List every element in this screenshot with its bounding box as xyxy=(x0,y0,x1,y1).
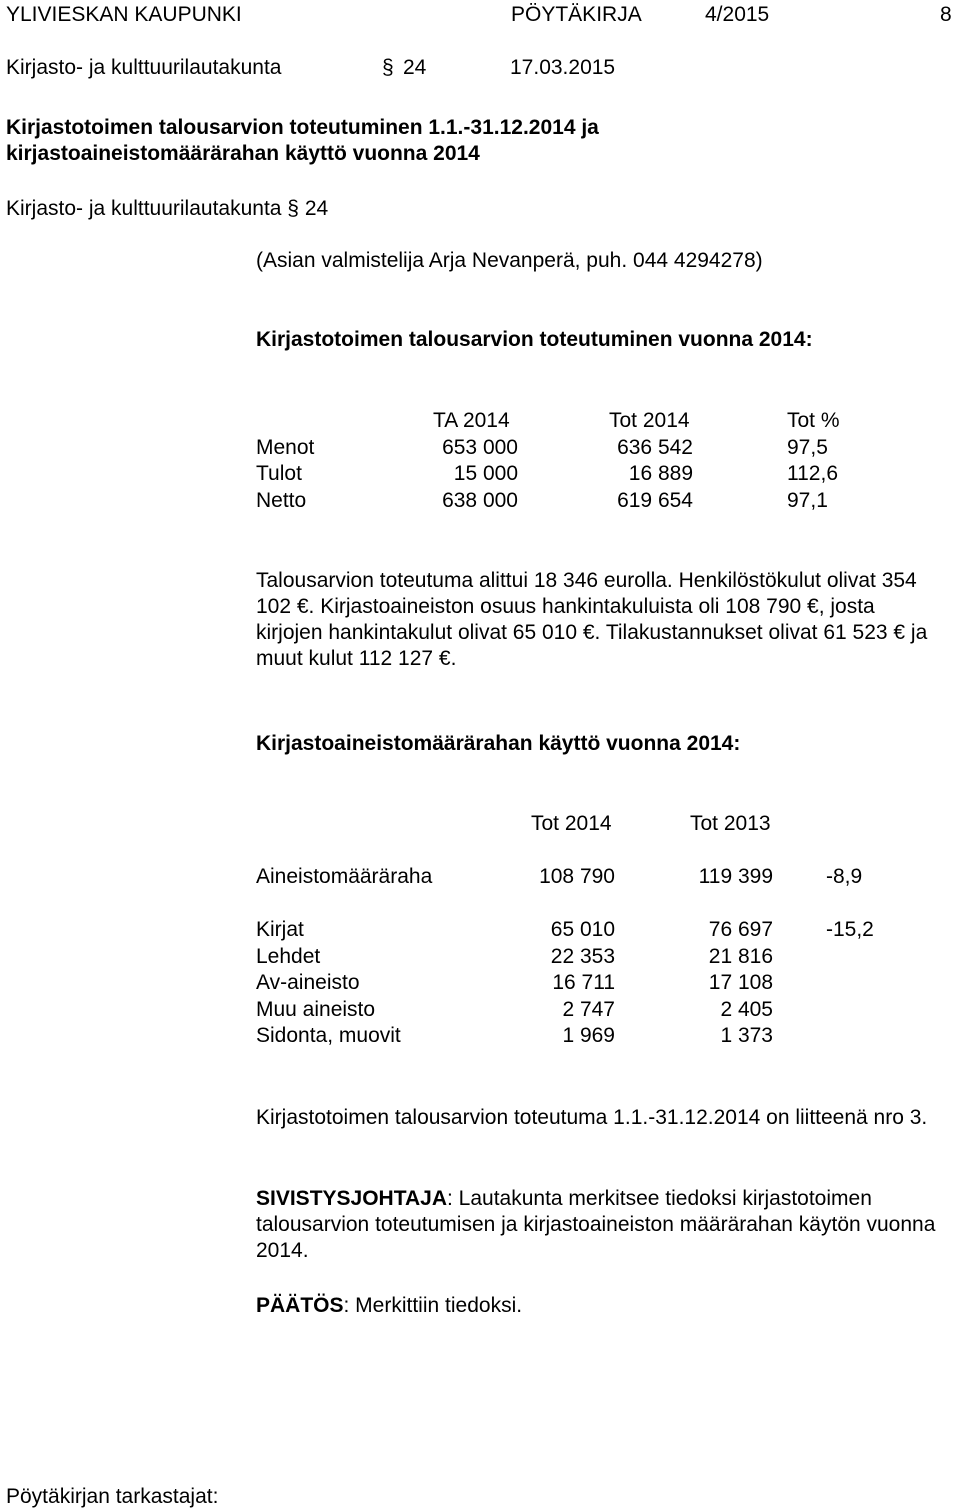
materials-column-header: Tot 2014 xyxy=(531,812,612,835)
cell-tot-2013: 76 697 xyxy=(708,918,773,941)
cell-ta-2014: 638 000 xyxy=(442,489,518,512)
cell-tot-2014: 16 889 xyxy=(628,462,693,485)
cell-tot-2013: 2 405 xyxy=(720,998,773,1021)
cell-change: -8,9 xyxy=(826,865,863,888)
budget-column-header: TA 2014 xyxy=(433,409,510,432)
proposal-text: : Lautakunta merkitsee tiedoksi kirjastotoimen talousarvion toteutumisen ja kirjastoaineiston määrärahan käytön vuonna 2014. xyxy=(256,1187,936,1262)
proposal-paragraph xyxy=(256,1186,946,1264)
decision-label: PÄÄTÖS xyxy=(256,1294,344,1317)
cell-tot-2014: 22 353 xyxy=(550,945,615,968)
preparer-info: (Asian valmistelija Arja Nevanperä, puh. 044 4294278) xyxy=(256,249,763,272)
cell-tot-2014: 636 542 xyxy=(617,436,693,459)
cell-tot-2014: 1 969 xyxy=(562,1024,615,1047)
materials-heading: Kirjastoaineistomäärärahan käyttö vuonna 2014: xyxy=(256,732,741,755)
cell-tot-pct: 97,5 xyxy=(787,436,828,459)
budget-column-header: Tot 2014 xyxy=(609,409,690,432)
document-number: 4/2015 xyxy=(705,3,770,26)
section-title-line-2: kirjastoaineistomäärärahan käyttö vuonna 2014 xyxy=(6,142,480,165)
page-number: 8 xyxy=(940,3,952,26)
cell-tot-2014: 619 654 xyxy=(617,489,693,512)
reviewers-label: Pöytäkirjan tarkastajat: xyxy=(6,1485,219,1508)
row-label: Av-aineisto xyxy=(256,971,360,994)
cell-tot-2013: 21 816 xyxy=(708,945,773,968)
cell-tot-2014: 65 010 xyxy=(550,918,615,941)
organization-name: YLIVIESKAN KAUPUNKI xyxy=(6,3,242,26)
row-label: Netto xyxy=(256,489,307,512)
row-label: Sidonta, muovit xyxy=(256,1024,401,1047)
budget-heading: Kirjastotoimen talousarvion toteutuminen vuonna 2014: xyxy=(256,328,813,351)
board-name: Kirjasto- ja kulttuurilautakunta xyxy=(6,56,282,79)
cell-tot-2013: 1 373 xyxy=(720,1024,773,1047)
attachment-note: Kirjastotoimen talousarvion toteutuma 1.1.-31.12.2014 on liitteenä nro 3. xyxy=(256,1106,928,1129)
proposal-label: SIVISTYSJOHTAJA xyxy=(256,1187,447,1210)
cell-tot-2013: 119 399 xyxy=(698,865,773,888)
cell-change: -15,2 xyxy=(826,918,874,941)
cell-tot-2014: 2 747 xyxy=(562,998,615,1021)
row-label: Aineistomääräraha xyxy=(256,865,433,888)
budget-column-header: Tot % xyxy=(787,409,840,432)
decision-paragraph xyxy=(256,1293,946,1319)
cell-tot-pct: 112,6 xyxy=(787,462,838,485)
cell-tot-2014: 108 790 xyxy=(539,865,615,888)
board-reference: Kirjasto- ja kulttuurilautakunta § 24 xyxy=(6,197,329,220)
section-symbol: § xyxy=(382,56,394,79)
cell-ta-2014: 653 000 xyxy=(442,436,518,459)
materials-column-header: Tot 2013 xyxy=(690,812,771,835)
cell-tot-2014: 16 711 xyxy=(552,971,615,994)
row-label: Tulot xyxy=(256,462,302,485)
cell-tot-2013: 17 108 xyxy=(708,971,773,994)
cell-ta-2014: 15 000 xyxy=(453,462,518,485)
decision-text: : Merkittiin tiedoksi. xyxy=(343,1294,523,1317)
row-label: Lehdet xyxy=(256,945,321,968)
section-number: 24 xyxy=(403,56,427,79)
row-label: Muu aineisto xyxy=(256,998,376,1021)
cell-tot-pct: 97,1 xyxy=(787,489,828,512)
meeting-date: 17.03.2015 xyxy=(510,56,616,79)
section-title-line-1: Kirjastotoimen talousarvion toteutuminen 1.1.-31.12.2014 ja xyxy=(6,116,599,139)
budget-summary-paragraph: Talousarvion toteutuma alittui 18 346 eurolla. Henkilöstökulut olivat 354 102 €. Kirjastoaineiston osuus hankintakuluista oli 108 790 €, josta kirjojen hankintakulut olivat 65 010 €. Tilakustannukset olivat 61 523 € ja muut kulut 112 127 €. xyxy=(256,569,928,670)
document-type: PÖYTÄKIRJA xyxy=(511,3,642,26)
row-label: Kirjat xyxy=(256,918,304,941)
row-label: Menot xyxy=(256,436,315,459)
